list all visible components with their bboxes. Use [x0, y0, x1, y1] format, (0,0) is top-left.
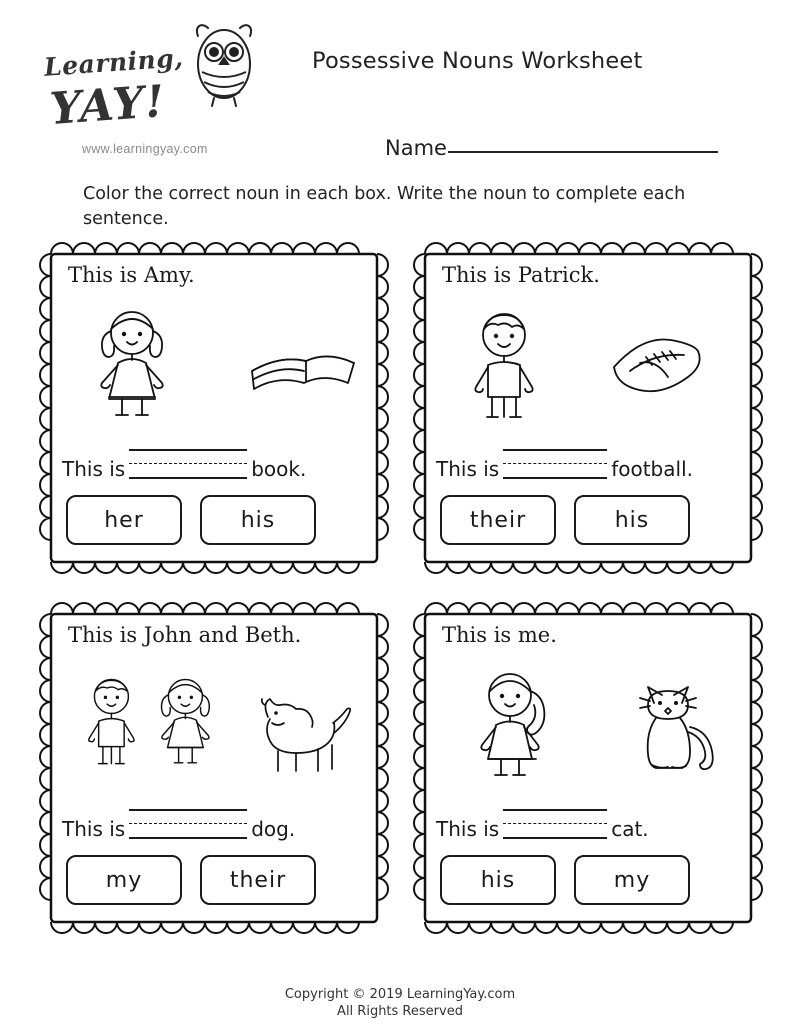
- answer-blank[interactable]: [503, 449, 607, 479]
- girl-icon: [101, 312, 162, 415]
- sentence-suffix: book.: [251, 457, 307, 481]
- owl-icon: [188, 20, 260, 116]
- sentence-prefix: This is: [62, 457, 126, 481]
- card-illustration: [434, 299, 742, 429]
- sentence-suffix: football.: [611, 457, 693, 481]
- worksheet-card: [410, 600, 766, 936]
- choice-row: [66, 495, 362, 545]
- name-label: Name: [385, 136, 447, 160]
- worksheet-card: [36, 240, 392, 576]
- copyright-text: Copyright © 2019 LearningYay.com: [284, 986, 516, 1002]
- answer-blank[interactable]: [129, 809, 247, 839]
- boy-icon: [475, 314, 532, 417]
- choice-option[interactable]: their: [200, 855, 316, 905]
- card-title: This is Patrick.: [442, 263, 600, 287]
- card-title: This is me.: [442, 623, 557, 647]
- cat-icon: [640, 687, 713, 769]
- card-illustration: [60, 659, 368, 789]
- boy-icon: [89, 680, 134, 764]
- football-icon: [614, 339, 700, 391]
- choice-option[interactable]: their: [440, 495, 556, 545]
- rights-text: All Rights Reserved: [337, 1004, 463, 1020]
- card-illustration: [434, 659, 742, 789]
- choice-row: [440, 855, 736, 905]
- fill-in-sentence: [62, 801, 368, 841]
- choice-option[interactable]: my: [66, 855, 182, 905]
- answer-blank[interactable]: [129, 449, 247, 479]
- choice-row: [440, 495, 736, 545]
- choice-option[interactable]: his: [440, 855, 556, 905]
- answer-blank[interactable]: [503, 809, 607, 839]
- sentence-prefix: This is: [436, 457, 500, 481]
- card-title: This is John and Beth.: [68, 623, 302, 647]
- girl-ponytail-icon: [481, 674, 544, 775]
- sentence-prefix: This is: [62, 817, 126, 841]
- choice-option[interactable]: his: [200, 495, 316, 545]
- fill-in-sentence: [62, 441, 368, 481]
- name-field: [385, 136, 718, 160]
- choice-option[interactable]: her: [66, 495, 182, 545]
- card-title: This is Amy.: [68, 263, 195, 287]
- choice-row: [66, 855, 362, 905]
- card-illustration: [60, 299, 368, 429]
- worksheet-card: [410, 240, 766, 576]
- fill-in-sentence: [436, 801, 742, 841]
- dog-icon: [262, 699, 350, 771]
- page-title: Possessive Nouns Worksheet: [312, 48, 643, 74]
- sentence-prefix: This is: [436, 817, 500, 841]
- worksheet-card: [36, 600, 392, 936]
- name-input-rule[interactable]: [448, 150, 718, 153]
- logo-url: www.learningyay.com: [82, 142, 208, 156]
- book-icon: [252, 356, 354, 389]
- logo-text-learning: Learning,: [43, 43, 185, 82]
- page-footer: [0, 986, 800, 1021]
- girl-icon: [162, 680, 210, 763]
- site-logo: [38, 18, 288, 163]
- instructions-text: Color the correct noun in each box. Write the noun to complete each sentence.: [83, 184, 686, 230]
- choice-option[interactable]: my: [574, 855, 690, 905]
- fill-in-sentence: [436, 441, 742, 481]
- sentence-suffix: cat.: [611, 817, 649, 841]
- choice-option[interactable]: his: [574, 495, 690, 545]
- page-header: [0, 0, 800, 180]
- logo-text-yay: YAY!: [48, 76, 167, 135]
- worksheet-card-grid: [36, 240, 766, 952]
- sentence-suffix: dog.: [251, 817, 296, 841]
